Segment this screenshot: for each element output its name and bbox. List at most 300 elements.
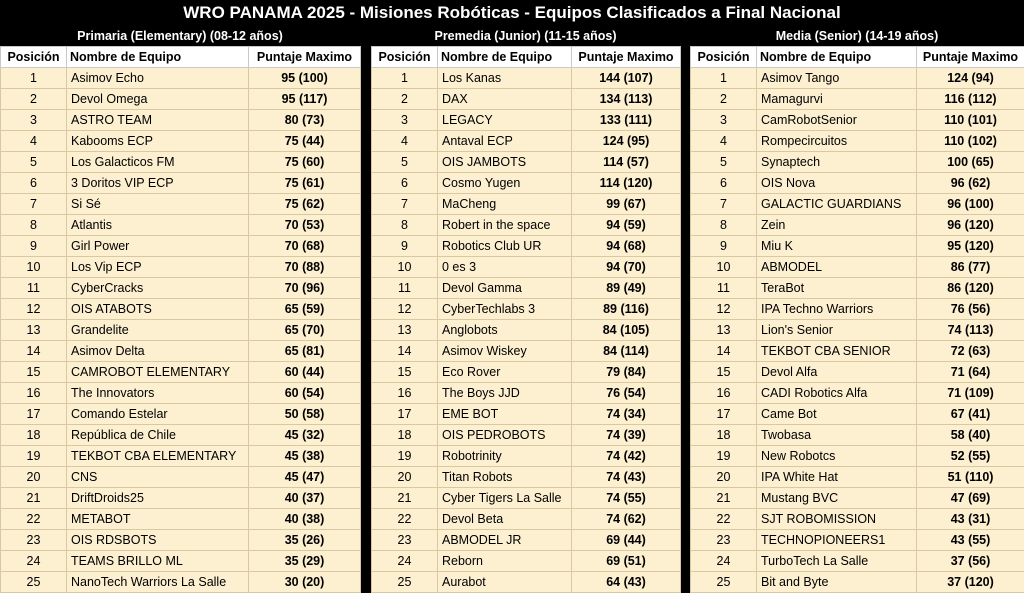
score-cell: 75 (62) (249, 194, 361, 215)
table-row (372, 320, 681, 341)
score-cell: 133 (111) (572, 110, 681, 131)
score-cell: 45 (38) (249, 446, 361, 467)
team-name-cell: DAX (438, 89, 572, 110)
pos-cell: 17 (691, 404, 757, 425)
pos-cell: 16 (691, 383, 757, 404)
score-cell: 94 (70) (572, 257, 681, 278)
table-row (691, 236, 1024, 257)
team-name-cell: Kabooms ECP (67, 131, 249, 152)
team-name-cell: Asimov Wiskey (438, 341, 572, 362)
table-row (691, 530, 1024, 551)
table-row (1, 341, 361, 362)
pos-cell: 12 (691, 299, 757, 320)
team-name-cell: Eco Rover (438, 362, 572, 383)
team-name-cell: Twobasa (757, 425, 917, 446)
score-cell: 96 (62) (917, 173, 1024, 194)
table-row (372, 572, 681, 593)
pos-cell: 14 (1, 341, 67, 362)
table-row (1, 551, 361, 572)
pos-cell: 13 (691, 320, 757, 341)
team-name-cell: CNS (67, 467, 249, 488)
table-row (691, 278, 1024, 299)
header-score: Puntaje Maximo (249, 47, 361, 68)
team-name-cell: OIS RDSBOTS (67, 530, 249, 551)
score-cell: 43 (55) (917, 530, 1024, 551)
pos-cell: 4 (1, 131, 67, 152)
team-name-cell: Robert in the space (438, 215, 572, 236)
score-cell: 37 (56) (917, 551, 1024, 572)
table-row (372, 488, 681, 509)
pos-cell: 15 (691, 362, 757, 383)
header-score: Puntaje Maximo (572, 47, 681, 68)
score-cell: 89 (116) (572, 299, 681, 320)
table-row (1, 488, 361, 509)
table-row (1, 362, 361, 383)
table-row (372, 299, 681, 320)
team-name-cell: 0 es 3 (438, 257, 572, 278)
header-pos: Posición (691, 47, 757, 68)
category-subtitle: Primaria (Elementary) (08-12 años) (0, 26, 360, 46)
score-cell: 30 (20) (249, 572, 361, 593)
table-row (1, 467, 361, 488)
table-row (372, 341, 681, 362)
pos-cell: 2 (691, 89, 757, 110)
team-name-cell: Anglobots (438, 320, 572, 341)
table-row (372, 110, 681, 131)
score-cell: 134 (113) (572, 89, 681, 110)
score-cell: 74 (34) (572, 404, 681, 425)
pos-cell: 7 (1, 194, 67, 215)
table-header-row (691, 47, 1024, 68)
table-row (1, 194, 361, 215)
score-cell: 45 (47) (249, 467, 361, 488)
table-row (1, 278, 361, 299)
score-cell: 144 (107) (572, 68, 681, 89)
score-cell: 95 (117) (249, 89, 361, 110)
score-cell: 116 (112) (917, 89, 1024, 110)
score-cell: 84 (105) (572, 320, 681, 341)
pos-cell: 3 (1, 110, 67, 131)
pos-cell: 25 (372, 572, 438, 593)
score-cell: 70 (88) (249, 257, 361, 278)
pos-cell: 1 (691, 68, 757, 89)
score-cell: 74 (113) (917, 320, 1024, 341)
team-name-cell: MaCheng (438, 194, 572, 215)
team-name-cell: TeraBot (757, 278, 917, 299)
team-name-cell: CyberTechlabs 3 (438, 299, 572, 320)
table-row (691, 194, 1024, 215)
table-row (691, 152, 1024, 173)
score-cell: 114 (120) (572, 173, 681, 194)
table-row (691, 446, 1024, 467)
pos-cell: 8 (1, 215, 67, 236)
score-cell: 76 (54) (572, 383, 681, 404)
team-name-cell: Asimov Tango (757, 68, 917, 89)
team-name-cell: CAMROBOT ELEMENTARY (67, 362, 249, 383)
team-name-cell: Robotrinity (438, 446, 572, 467)
score-cell: 76 (56) (917, 299, 1024, 320)
pos-cell: 5 (372, 152, 438, 173)
pos-cell: 1 (1, 68, 67, 89)
pos-cell: 22 (691, 509, 757, 530)
pos-cell: 21 (372, 488, 438, 509)
score-cell: 80 (73) (249, 110, 361, 131)
score-cell: 64 (43) (572, 572, 681, 593)
team-name-cell: OIS PEDROBOTS (438, 425, 572, 446)
pos-cell: 21 (1, 488, 67, 509)
team-name-cell: CamRobotSenior (757, 110, 917, 131)
score-cell: 70 (68) (249, 236, 361, 257)
pos-cell: 11 (372, 278, 438, 299)
table-row (691, 572, 1024, 593)
ranking-table (0, 46, 361, 593)
score-cell: 74 (62) (572, 509, 681, 530)
header-name: Nombre de Equipo (757, 47, 917, 68)
team-name-cell: Bit and Byte (757, 572, 917, 593)
table-row (1, 131, 361, 152)
team-name-cell: TEAMS BRILLO ML (67, 551, 249, 572)
pos-cell: 7 (691, 194, 757, 215)
pos-cell: 9 (372, 236, 438, 257)
pos-cell: 18 (1, 425, 67, 446)
pos-cell: 15 (1, 362, 67, 383)
team-name-cell: ABMODEL (757, 257, 917, 278)
pos-cell: 19 (691, 446, 757, 467)
pos-cell: 19 (372, 446, 438, 467)
team-name-cell: EME BOT (438, 404, 572, 425)
pos-cell: 22 (1, 509, 67, 530)
table-row (1, 110, 361, 131)
table-row (691, 509, 1024, 530)
pos-cell: 17 (1, 404, 67, 425)
score-cell: 43 (31) (917, 509, 1024, 530)
team-name-cell: República de Chile (67, 425, 249, 446)
team-name-cell: NanoTech Warriors La Salle (67, 572, 249, 593)
pos-cell: 11 (691, 278, 757, 299)
score-cell: 124 (94) (917, 68, 1024, 89)
pos-cell: 25 (691, 572, 757, 593)
header-name: Nombre de Equipo (67, 47, 249, 68)
panel-primaria (0, 26, 360, 590)
table-row (691, 320, 1024, 341)
header-pos: Posición (1, 47, 67, 68)
score-cell: 45 (32) (249, 425, 361, 446)
table-row (691, 110, 1024, 131)
table-row (691, 341, 1024, 362)
pos-cell: 10 (1, 257, 67, 278)
table-row (691, 173, 1024, 194)
team-name-cell: The Boys JJD (438, 383, 572, 404)
score-cell: 74 (39) (572, 425, 681, 446)
score-cell: 60 (44) (249, 362, 361, 383)
team-name-cell: Devol Omega (67, 89, 249, 110)
pos-cell: 20 (372, 467, 438, 488)
score-cell: 75 (60) (249, 152, 361, 173)
table-header-row (1, 47, 361, 68)
score-cell: 40 (38) (249, 509, 361, 530)
category-subtitle: Media (Senior) (14-19 años) (690, 26, 1024, 46)
table-row (1, 383, 361, 404)
team-name-cell: Asimov Echo (67, 68, 249, 89)
table-row (691, 131, 1024, 152)
pos-cell: 15 (372, 362, 438, 383)
score-cell: 65 (70) (249, 320, 361, 341)
pos-cell: 12 (372, 299, 438, 320)
table-row (372, 530, 681, 551)
team-name-cell: METABOT (67, 509, 249, 530)
pos-cell: 3 (372, 110, 438, 131)
score-cell: 69 (51) (572, 551, 681, 572)
score-cell: 69 (44) (572, 530, 681, 551)
team-name-cell: Rompecircuitos (757, 131, 917, 152)
pos-cell: 18 (691, 425, 757, 446)
table-row (1, 215, 361, 236)
team-name-cell: Cosmo Yugen (438, 173, 572, 194)
header-score: Puntaje Maximo (917, 47, 1024, 68)
score-cell: 89 (49) (572, 278, 681, 299)
pos-cell: 6 (1, 173, 67, 194)
table-row (372, 467, 681, 488)
table-row (1, 173, 361, 194)
table-row (372, 215, 681, 236)
score-cell: 70 (96) (249, 278, 361, 299)
table-row (372, 425, 681, 446)
pos-cell: 14 (691, 341, 757, 362)
table-row (691, 68, 1024, 89)
panel-premedia (371, 26, 680, 590)
pos-cell: 23 (691, 530, 757, 551)
score-cell: 52 (55) (917, 446, 1024, 467)
table-row (1, 509, 361, 530)
ranking-table (371, 46, 681, 593)
team-name-cell: TEKBOT CBA ELEMENTARY (67, 446, 249, 467)
score-cell: 95 (100) (249, 68, 361, 89)
pos-cell: 23 (372, 530, 438, 551)
table-row (372, 509, 681, 530)
score-cell: 67 (41) (917, 404, 1024, 425)
score-cell: 65 (59) (249, 299, 361, 320)
score-cell: 65 (81) (249, 341, 361, 362)
team-name-cell: Came Bot (757, 404, 917, 425)
table-row (691, 404, 1024, 425)
table-row (372, 404, 681, 425)
team-name-cell: CADI Robotics Alfa (757, 383, 917, 404)
table-row (691, 257, 1024, 278)
score-cell: 75 (61) (249, 173, 361, 194)
pos-cell: 13 (372, 320, 438, 341)
panel-media (690, 26, 1024, 590)
score-cell: 124 (95) (572, 131, 681, 152)
team-name-cell: TECHNOPIONEERS1 (757, 530, 917, 551)
pos-cell: 5 (1, 152, 67, 173)
table-row (372, 152, 681, 173)
table-row (691, 89, 1024, 110)
score-cell: 72 (63) (917, 341, 1024, 362)
score-cell: 84 (114) (572, 341, 681, 362)
team-name-cell: Cyber Tigers La Salle (438, 488, 572, 509)
score-cell: 75 (44) (249, 131, 361, 152)
table-row (372, 362, 681, 383)
table-row (1, 236, 361, 257)
pos-cell: 23 (1, 530, 67, 551)
pos-cell: 19 (1, 446, 67, 467)
score-cell: 79 (84) (572, 362, 681, 383)
table-row (691, 425, 1024, 446)
table-row (1, 530, 361, 551)
pos-cell: 16 (372, 383, 438, 404)
team-name-cell: Antaval ECP (438, 131, 572, 152)
team-name-cell: TEKBOT CBA SENIOR (757, 341, 917, 362)
table-row (691, 467, 1024, 488)
table-row (1, 89, 361, 110)
score-cell: 96 (120) (917, 215, 1024, 236)
table-row (372, 68, 681, 89)
score-cell: 74 (42) (572, 446, 681, 467)
table-row (1, 572, 361, 593)
pos-cell: 7 (372, 194, 438, 215)
score-cell: 99 (67) (572, 194, 681, 215)
table-row (1, 152, 361, 173)
score-cell: 94 (59) (572, 215, 681, 236)
table-row (372, 257, 681, 278)
score-cell: 40 (37) (249, 488, 361, 509)
pos-cell: 1 (372, 68, 438, 89)
pos-cell: 17 (372, 404, 438, 425)
score-cell: 51 (110) (917, 467, 1024, 488)
score-cell: 86 (77) (917, 257, 1024, 278)
table-row (1, 68, 361, 89)
pos-cell: 10 (691, 257, 757, 278)
pos-cell: 2 (1, 89, 67, 110)
team-name-cell: GALACTIC GUARDIANS (757, 194, 917, 215)
table-header-row (372, 47, 681, 68)
score-cell: 74 (55) (572, 488, 681, 509)
pos-cell: 20 (691, 467, 757, 488)
pos-cell: 24 (372, 551, 438, 572)
pos-cell: 5 (691, 152, 757, 173)
pos-cell: 10 (372, 257, 438, 278)
team-name-cell: Si Sé (67, 194, 249, 215)
team-name-cell: OIS Nova (757, 173, 917, 194)
pos-cell: 21 (691, 488, 757, 509)
table-row (372, 131, 681, 152)
team-name-cell: Los Kanas (438, 68, 572, 89)
team-name-cell: Synaptech (757, 152, 917, 173)
team-name-cell: Mamagurvi (757, 89, 917, 110)
pos-cell: 9 (1, 236, 67, 257)
score-cell: 74 (43) (572, 467, 681, 488)
team-name-cell: DriftDroids25 (67, 488, 249, 509)
pos-cell: 11 (1, 278, 67, 299)
table-row (691, 215, 1024, 236)
pos-cell: 4 (691, 131, 757, 152)
team-name-cell: Atlantis (67, 215, 249, 236)
table-row (691, 383, 1024, 404)
score-cell: 95 (120) (917, 236, 1024, 257)
score-cell: 71 (109) (917, 383, 1024, 404)
pos-cell: 8 (372, 215, 438, 236)
table-body (1, 68, 361, 593)
pos-cell: 25 (1, 572, 67, 593)
pos-cell: 6 (691, 173, 757, 194)
score-cell: 35 (29) (249, 551, 361, 572)
team-name-cell: Los Vip ECP (67, 257, 249, 278)
pos-cell: 20 (1, 467, 67, 488)
team-name-cell: New Robotcs (757, 446, 917, 467)
table-row (1, 446, 361, 467)
table-row (1, 404, 361, 425)
table-body (691, 68, 1024, 593)
team-name-cell: 3 Doritos VIP ECP (67, 173, 249, 194)
score-cell: 110 (101) (917, 110, 1024, 131)
team-name-cell: TurboTech La Salle (757, 551, 917, 572)
score-cell: 114 (57) (572, 152, 681, 173)
pos-cell: 12 (1, 299, 67, 320)
team-name-cell: Mustang BVC (757, 488, 917, 509)
score-cell: 47 (69) (917, 488, 1024, 509)
table-row (691, 362, 1024, 383)
header-name: Nombre de Equipo (438, 47, 572, 68)
table-row (691, 551, 1024, 572)
team-name-cell: Miu K (757, 236, 917, 257)
score-cell: 100 (65) (917, 152, 1024, 173)
table-row (372, 194, 681, 215)
team-name-cell: Devol Beta (438, 509, 572, 530)
team-name-cell: Devol Gamma (438, 278, 572, 299)
score-cell: 86 (120) (917, 278, 1024, 299)
score-cell: 110 (102) (917, 131, 1024, 152)
team-name-cell: LEGACY (438, 110, 572, 131)
pos-cell: 8 (691, 215, 757, 236)
team-name-cell: Zein (757, 215, 917, 236)
team-name-cell: OIS ATABOTS (67, 299, 249, 320)
pos-cell: 2 (372, 89, 438, 110)
score-cell: 35 (26) (249, 530, 361, 551)
team-name-cell: CyberCracks (67, 278, 249, 299)
team-name-cell: Grandelite (67, 320, 249, 341)
table-row (372, 278, 681, 299)
pos-cell: 18 (372, 425, 438, 446)
team-name-cell: Los Galacticos FM (67, 152, 249, 173)
team-name-cell: Titan Robots (438, 467, 572, 488)
score-cell: 50 (58) (249, 404, 361, 425)
pos-cell: 24 (1, 551, 67, 572)
team-name-cell: SJT ROBOMISSION (757, 509, 917, 530)
score-cell: 71 (64) (917, 362, 1024, 383)
pos-cell: 4 (372, 131, 438, 152)
team-name-cell: Comando Estelar (67, 404, 249, 425)
team-name-cell: Reborn (438, 551, 572, 572)
score-cell: 58 (40) (917, 425, 1024, 446)
score-cell: 37 (120) (917, 572, 1024, 593)
table-row (372, 173, 681, 194)
team-name-cell: Robotics Club UR (438, 236, 572, 257)
pos-cell: 9 (691, 236, 757, 257)
table-row (1, 257, 361, 278)
team-name-cell: Devol Alfa (757, 362, 917, 383)
team-name-cell: Lion's Senior (757, 320, 917, 341)
page-title: WRO PANAMA 2025 - Misiones Robóticas - Equipos Clasificados a Final Nacional (0, 0, 1024, 26)
pos-cell: 3 (691, 110, 757, 131)
pos-cell: 6 (372, 173, 438, 194)
table-body (372, 68, 681, 593)
pos-cell: 14 (372, 341, 438, 362)
pos-cell: 16 (1, 383, 67, 404)
table-row (1, 425, 361, 446)
score-cell: 70 (53) (249, 215, 361, 236)
team-name-cell: OIS JAMBOTS (438, 152, 572, 173)
team-name-cell: Asimov Delta (67, 341, 249, 362)
